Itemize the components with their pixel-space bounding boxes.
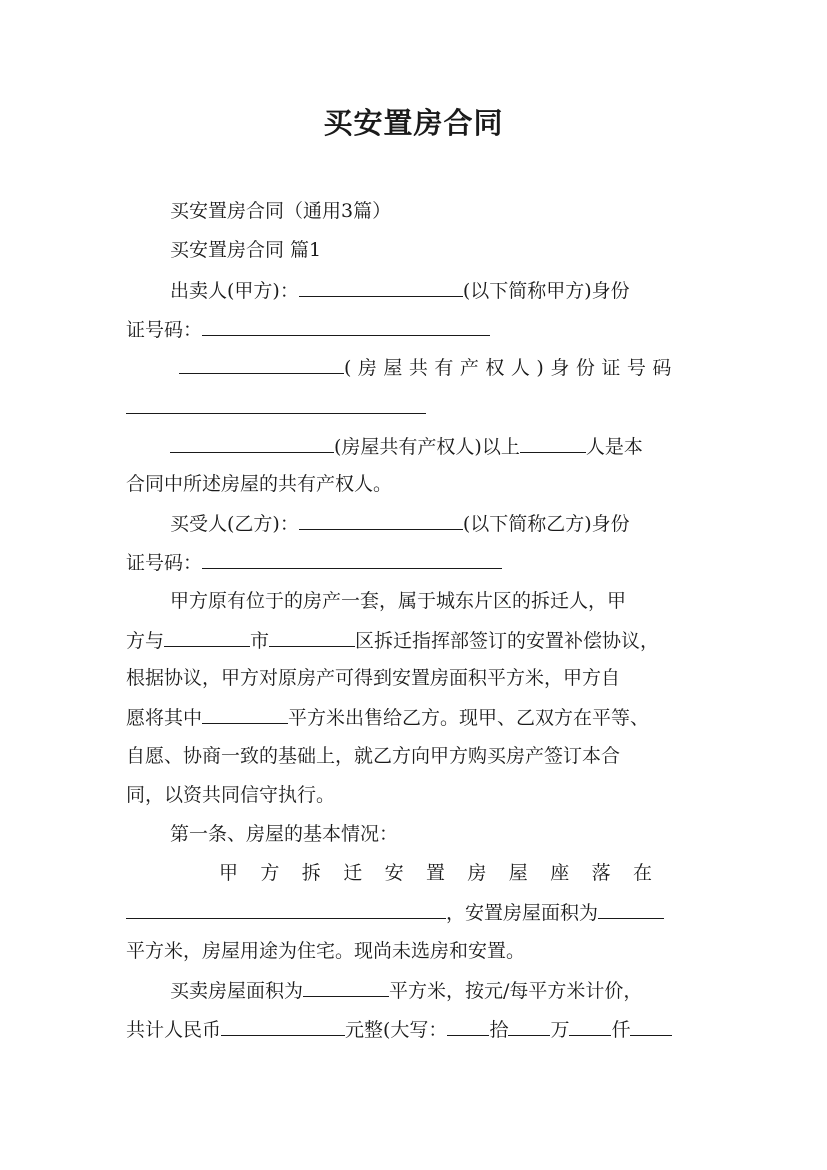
co-owner-text: (房屋共有产权人)以上: [334, 436, 520, 458]
subtitle-text: 买安置房合同（通用3篇）: [170, 200, 392, 222]
paragraph-line: [170, 511, 702, 536]
sale-area-blank: [303, 978, 389, 997]
article-heading: 第一条、房屋的基本情况：: [170, 823, 399, 845]
seller-id-blank: [202, 317, 490, 336]
paragraph-text: 仟: [611, 1019, 631, 1041]
location-label: 甲方拆迁安置房屋座落在: [219, 862, 675, 884]
buyer-id-blank: [202, 550, 502, 569]
paragraph-text: 方与: [126, 630, 165, 652]
district-blank: [269, 628, 355, 647]
id-number-label: 证号码：: [126, 552, 203, 574]
paragraph-text: 根据协议，甲方对原房产可得到安置房面积平方米，甲方自: [126, 667, 621, 689]
paragraph-text: 元整(大写：: [345, 1019, 448, 1041]
paragraph-text: 拾: [489, 1019, 509, 1041]
paragraph-text: 平方米，按元/每平方米计价，: [389, 980, 643, 1002]
paragraph-line: [170, 199, 702, 223]
paragraph-line: [126, 939, 702, 963]
paragraph-text: 万: [550, 1019, 570, 1041]
paragraph-line: [126, 395, 702, 420]
paragraph-line: [170, 238, 702, 262]
paragraph-text: 区拆迁指挥部签订的安置补偿协议，: [355, 630, 660, 652]
id-number-label: 证号码：: [126, 319, 203, 341]
buyer-name-blank: [299, 511, 463, 530]
paragraph-text: 甲方原有位于的房产一套，属于城东片区的拆迁人，甲: [170, 590, 627, 612]
paragraph-text: ，安置房屋面积为: [446, 902, 599, 924]
total-price-blank: [221, 1017, 345, 1036]
paragraph-text: 市: [250, 630, 270, 652]
amount-wan-blank: [508, 1017, 550, 1036]
co-owner-text-end: 人是本: [585, 436, 643, 458]
paragraph-line: [219, 861, 702, 885]
paragraph-line: [126, 900, 702, 925]
city-blank: [164, 628, 250, 647]
area-sold-blank: [202, 705, 288, 724]
co-owner-id-text: (房屋共有产权人)身份证号码: [344, 357, 678, 379]
paragraph-text: 自愿、协商一致的基础上，就乙方向甲方购买房产签订本合: [126, 745, 621, 767]
co-owner-name-blank-2: [170, 434, 334, 453]
paragraph-text: 合同中所述房屋的共有产权人。: [126, 473, 393, 495]
paragraph-text: 共计人民币: [126, 1019, 222, 1041]
paragraph-line: [170, 434, 702, 459]
paragraph-text: 平方米，房屋用途为住宅。现尚未选房和安置。: [126, 940, 526, 962]
seller-suffix-text: (以下简称甲方)身份: [462, 280, 630, 302]
paragraph-line: [170, 278, 702, 303]
paragraph-line: [126, 550, 702, 575]
amount-ten-blank: [447, 1017, 489, 1036]
document-title: 买安置房合同: [323, 106, 504, 140]
paragraph-line: [126, 355, 702, 380]
paragraph-text: 同，以资共同信守执行。: [126, 784, 336, 806]
location-blank: [126, 900, 446, 919]
paragraph-line: [170, 978, 702, 1003]
seller-label: 出卖人(甲方)：: [170, 280, 299, 302]
section-heading: 买安置房合同 篇1: [170, 239, 322, 261]
co-owner-count-blank: [520, 434, 586, 453]
paragraph-line: [126, 666, 702, 690]
paragraph-text: 买卖房屋面积为: [170, 980, 304, 1002]
paragraph-line: [126, 628, 702, 653]
buyer-label: 买受人(乙方)：: [170, 513, 299, 535]
amount-end-blank: [630, 1017, 672, 1036]
paragraph-line: [126, 1017, 702, 1042]
paragraph-line: [126, 317, 702, 342]
co-owner-name-blank: [179, 355, 344, 374]
paragraph-line: [126, 472, 702, 496]
paragraph-line: [126, 783, 702, 807]
paragraph-text: 平方米出售给乙方。现甲、乙双方在平等、: [288, 707, 650, 729]
amount-qian-blank: [569, 1017, 611, 1036]
paragraph-line: [170, 589, 702, 613]
paragraph-line: [126, 744, 702, 768]
buyer-suffix-text: (以下简称乙方)身份: [462, 513, 630, 535]
paragraph-text: 愿将其中: [126, 707, 203, 729]
co-owner-id-blank: [126, 395, 426, 414]
paragraph-line: [126, 705, 702, 730]
resettlement-area-blank: [598, 900, 664, 919]
seller-name-blank: [299, 278, 463, 297]
paragraph-line: [170, 822, 702, 846]
